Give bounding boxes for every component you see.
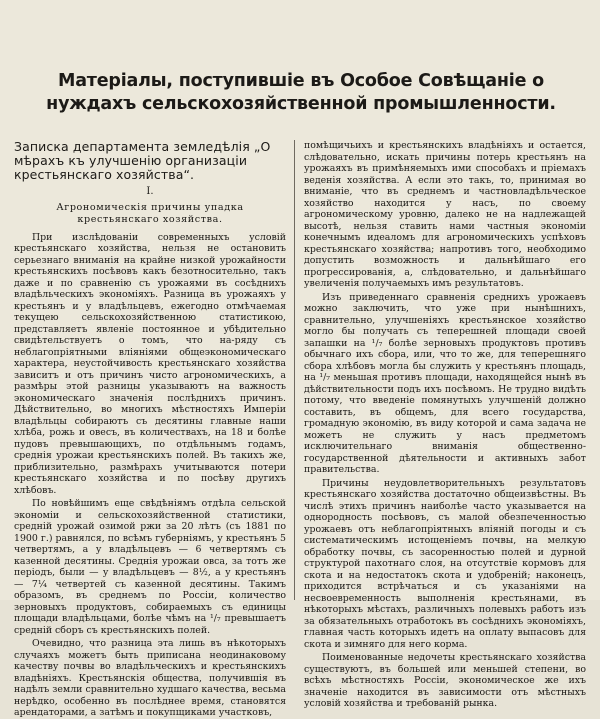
paragraph: Очевидно, что разница эта лишь въ нѣкоторыхъ случаяхъ можетъ быть приписана неодинаковому качеству почвы во владѣльческихъ и крестьянскихъ владѣніяхъ. Крестьянскія общества, получившія въ надѣлъ земли сравнительно худшаго качества, весьма нерѣдко, особенно въ послѣднее время, становятся арендаторами, а затѣмъ и покупщиками участковъ, xyxy=(14,638,286,718)
left-column xyxy=(14,139,286,718)
section-heading: Агрономическія причины упадка крестьянскаго хозяйства. xyxy=(56,201,244,225)
main-title: Матеріалы, поступившіе въ Особое Совѣщаніе о нуждахъ сельскохозяйственной промышленности. xyxy=(46,70,556,114)
section-number: I. xyxy=(146,186,154,197)
paragraph: Причины неудовлетворительныхъ результатовъ крестьянскаго хозяйства достаточно общеизвѣстны. Въ числѣ этихъ причинъ наиболѣе часто указывается на однородность посѣвовъ, съ малой обезпеченностью урожаевъ отъ неблагопріятныхъ вліяній погоды и съ систематическимъ истощеніемъ почвы, на мелкую обработку почвы, съ засоренностью полей и дурной структурой пахотнаго слоя, на отсутствіе кормовъ для скота и на недостатокъ скота и удобреній; наконецъ, приходится встрѣчаться и съ указаніями на несвоевременность выполненія крестьянами, въ нѣкоторыхъ мѣстахъ, различныхъ полевыхъ работъ изъ за обязательныхъ отработокъ въ сосѣднихъ экономіяхъ, главная часть которыхъ идетъ на оплату выпасовъ для скота и зимняго для него корма. xyxy=(304,477,586,650)
paragraph: Поименованные недочеты крестьянскаго хозяйства существуютъ, въ большей или меньшей степени, во всѣхъ мѣстностяхъ Россіи, экономическое же ихъ значеніе находится въ зависимости отъ мѣстныхъ условій хозяйства и требованій рынка. xyxy=(304,652,586,709)
paragraph: По новѣйшимъ еще свѣдѣніямъ отдѣла сельской экономіи и сельскохозяйственной статистики, средній урожай озимой ржи за 20 лѣтъ (съ 1881 по 1900 г.) равнялся, по всѣмъ губерніямъ, у крестьянъ 5 четвертямъ, а у владѣльцевъ — 6 четвертямъ съ казенной десятины. Среднія урожаи овса, за тотъ же періодъ, были — у владѣльцевъ — 8½, а у крестьянъ — 7¼ четвертей съ казенной десятины. Такимъ образомъ, въ среднемъ по Россіи, количество зерновыхъ продуктовъ, собираемыхъ съ единицы площади владѣльцами, болѣе чѣмъ на ¹/₇ превышаетъ средній сборъ съ крестьянскихъ полей. xyxy=(14,498,286,636)
paragraph: Изъ приведеннаго сравненія среднихъ урожаевъ можно заключить, что уже при нынѣшнихъ, сравнительно, улучшеніяхъ крестьянское хозяйство могло бы получать съ теперешней площади своей запашки на ¹/₇ болѣе зерновыхъ продуктовъ противъ обычнаго ихъ сбора, или, что то же, для теперешняго сбора хлѣбовъ могла бы служить у крестьянъ площадь, на ¹/₇ меньшая противъ площади, находящейся нынѣ въ дѣйствительности подъ ихъ посѣвомъ. Не трудно видѣть потому, что введеніе помянутыхъ улучшеній должно составить, въ общемъ, для всего государства, громадную экономію, въ виду которой и сама задача не можетъ не служить у насъ предметомъ исключительнаго вниманія общественно-государственной дѣятельности и активныхъ забот правительства. xyxy=(304,291,586,475)
paragraph: помѣщичьихъ и крестьянскихъ владѣніяхъ и остается, слѣдовательно, искать причины потерь крестьянъ на урожаяхъ въ примѣняемыхъ ими способахъ и пріемахъ веденія хозяйства. А если это такъ, то, принимая во вниманіе, что въ среднемъ и частновладѣльческое хозяйство находится у насъ, по своему агрономическому уровню, далеко не на надлежащей высотѣ, нельзя ставить нами частныя экономіи конечнымъ идеаломъ для агрономическихъ успѣховъ крестьянскаго хозяйства; напротивъ того, необходимо допустить возможность и дальнѣйшаго его прогрессированія, а, слѣдовательно, и дальнѣйшаго увеличенія получаемыхъ имъ результатовъ. xyxy=(304,140,586,289)
note-title: Записка департамента земледѣлія „О мѣрахъ къ улучшенію организаціи крестьянскаго хозяйства“. xyxy=(14,139,271,182)
column-divider xyxy=(294,140,295,600)
right-column xyxy=(304,140,586,709)
paragraph: При изслѣдованіи современныхъ условій крестьянскаго хозяйства, нельзя не остановить серьезнаго вниманія на крайне низкой урожайности крестьянскихъ посѣвовъ какъ безотносительно, такъ даже и по сравненію съ урожаями въ сосѣднихъ владѣльческихъ экономіяхъ. Разница въ урожаяхъ у крестьянъ и у владѣльцевъ, ежегодно отмѣчаемая текущею сельскохозяйственною статистикою, представляетъ явленіе постоянное и убѣдительно свидѣтельствуетъ о томъ, что на-ряду съ неблагопріятными вліяніями общеэкономическаго характера, неустойчивость крестьянскаго хозяйства зависитъ и отъ причинъ чисто агрономическихъ, а размѣры этой разницы указываютъ на важность экономическаго значенія послѣднихъ причинъ. Дѣйствительно, во многихъ мѣстностяхъ Имперіи владѣльцы собираютъ съ десятины главные наши хлѣба, рожь и овесъ, въ количествахъ, на 18 и болѣе пудовъ превышающихъ, по отдѣльнымъ годамъ, среднія урожаи крестьянскихъ полей. Въ такихъ же, приблизительно, размѣрахъ учитываются потери крестьянскаго хозяйства и по посѣву другихъ хлѣбовъ. xyxy=(14,231,286,496)
